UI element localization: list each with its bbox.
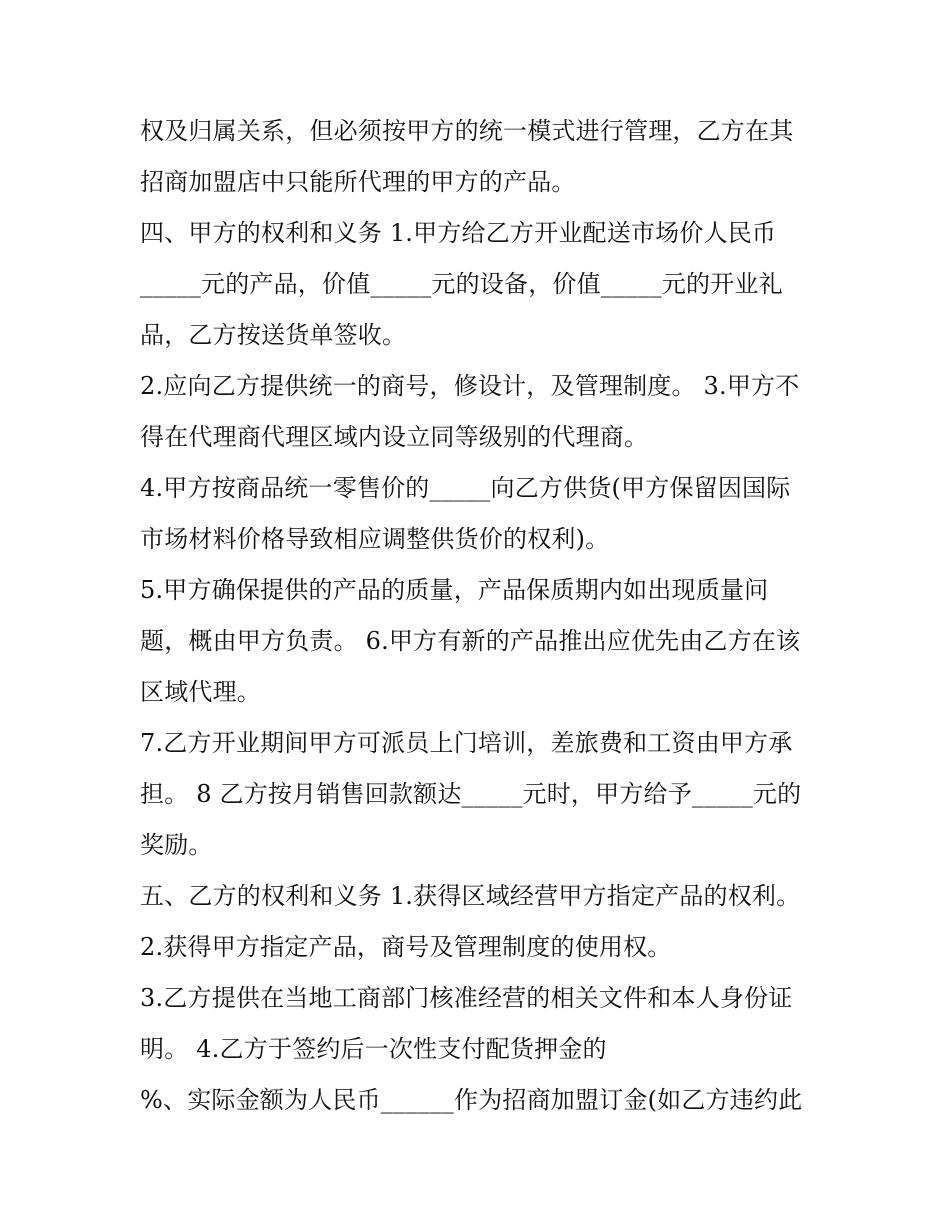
text-line: %、实际金额为人民币______作为招商加盟订金(如乙方违约此	[140, 1086, 803, 1114]
text-line: 权及归属关系，但必须按甲方的统一模式进行管理，乙方在其	[140, 117, 794, 145]
text-line: 5.甲方确保提供的产品的质量，产品保质期内如出现质量问	[140, 576, 769, 604]
text-line: 明。 4.乙方于签约后一次性支付配货押金的	[140, 1035, 607, 1063]
text-line: 区域代理。	[140, 678, 261, 706]
text-line: 奖励。	[140, 831, 213, 859]
text-line: _____元的产品，价值_____元的设备，价值_____元的开业礼	[140, 270, 783, 298]
text-line: 题，概由甲方负责。 6.甲方有新的产品推出应优先由乙方在该	[140, 627, 801, 655]
text-line: 2.应向乙方提供统一的商号，修设计，及管理制度。 3.甲方不	[140, 372, 800, 400]
text-line: 2.获得甲方指定产品，商号及管理制度的使用权。	[140, 933, 672, 961]
text-line: 4.甲方按商品统一零售价的_____向乙方供货(甲方保留因国际	[140, 474, 791, 502]
text-line: 担。 8 乙方按月销售回款额达_____元时，甲方给予_____元的	[140, 780, 802, 808]
text-line: 五、乙方的权利和义务 1.获得区域经营甲方指定产品的权利。	[140, 882, 801, 910]
text-line: 市场材料价格导致相应调整供货价的权利)。	[140, 525, 610, 553]
text-line: 得在代理商代理区域内设立同等级别的代理商。	[140, 423, 649, 451]
text-line: 7.乙方开业期间甲方可派员上门培训，差旅费和工资由甲方承	[140, 729, 793, 757]
contract-text	[140, 106, 820, 1126]
text-line: 品，乙方按送货单签收。	[140, 321, 407, 349]
text-line: 3.乙方提供在当地工商部门核准经营的相关文件和本人身份证	[140, 984, 793, 1012]
text-line: 四、甲方的权利和义务 1.甲方给乙方开业配送市场价人民币	[140, 219, 777, 247]
text-line: 招商加盟店中只能所代理的甲方的产品。	[140, 168, 576, 196]
